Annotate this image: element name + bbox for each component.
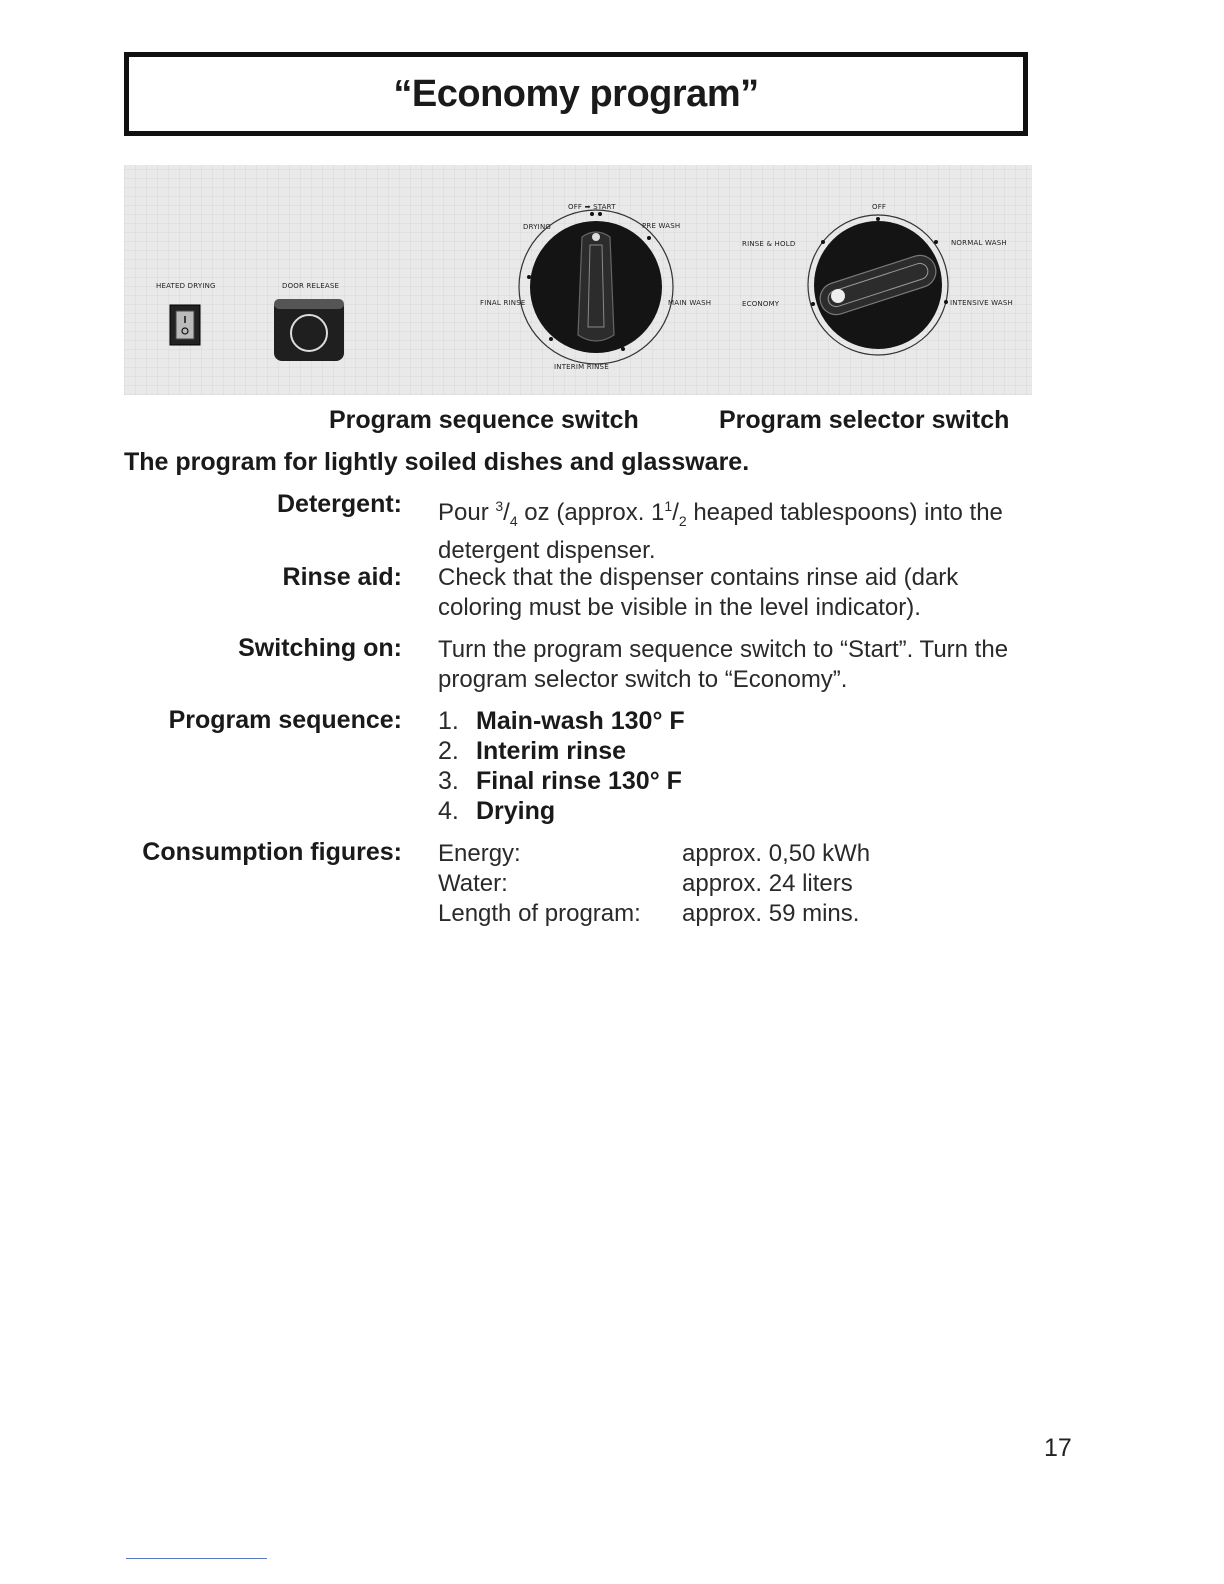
- heated-drying-label: HEATED DRYING: [156, 282, 216, 290]
- sel-intensive-wash-label: INTENSIVE WASH: [950, 299, 1014, 307]
- seq-final-rinse-label: FINAL RINSE: [480, 299, 526, 307]
- table-row: Length of program: approx. 59 mins.: [438, 900, 860, 927]
- consumption-label: Consumption figures:: [142, 838, 402, 866]
- list-item: 4. Drying: [438, 797, 556, 825]
- program-selector-dial[interactable]: [808, 215, 948, 355]
- table-row: Energy: approx. 0,50 kWh: [438, 840, 871, 867]
- caption-selector-switch: Program selector switch: [719, 406, 1010, 434]
- detergent-post: heaped tablespoons) into the detergent dispenser.: [438, 499, 1003, 564]
- sel-off-label: OFF: [872, 203, 887, 211]
- switching-on-text: Turn the program sequence switch to “Start”. Turn the program selector switch to “Economy”.: [438, 636, 1009, 693]
- footer-rule: [126, 1558, 267, 1559]
- detergent-mid: oz (approx. 1: [517, 499, 665, 526]
- control-panel-drawing: [124, 165, 1032, 395]
- caption-sequence-switch: Program sequence switch: [329, 406, 639, 434]
- rinse-aid-text: Check that the dispenser contains rinse aid (dark coloring must be visible in the level indicator).: [438, 564, 959, 621]
- sel-normal-wash-label: NORMAL WASH: [951, 239, 1007, 247]
- door-release-button[interactable]: [274, 299, 344, 361]
- table-row: Water: approx. 24 liters: [438, 870, 853, 897]
- page-number: 17: [1044, 1434, 1072, 1462]
- consumption-table: [438, 839, 870, 929]
- switching-on-label: Switching on:: [238, 634, 402, 662]
- detergent-pre: Pour: [438, 499, 496, 526]
- list-item: 2. Interim rinse: [438, 737, 627, 765]
- seq-drying-label: DRYING: [523, 223, 552, 231]
- sel-rinse-hold-label: RINSE & HOLD: [742, 240, 796, 248]
- frac1-numerator: 3: [495, 498, 504, 514]
- program-sequence-list: [438, 706, 685, 826]
- door-release-label: DOOR RELEASE: [282, 282, 340, 290]
- intro-text: The program for lightly soiled dishes and glassware.: [124, 448, 750, 476]
- list-item: 3. Final rinse 130° F: [438, 767, 682, 795]
- frac2-denominator: 2: [678, 512, 687, 529]
- detergent-label: Detergent:: [276, 490, 402, 518]
- program-sequence-label: Program sequence:: [168, 706, 402, 734]
- program-sequence-dial[interactable]: [519, 210, 673, 364]
- seq-pre-wash-label: PRE WASH: [642, 222, 681, 230]
- control-panel-illustration: [124, 165, 1032, 395]
- rinse-aid-label: Rinse aid:: [282, 563, 402, 591]
- seq-interim-rinse-label: INTERIM RINSE: [554, 363, 609, 371]
- list-item: 1. Main-wash 130° F: [438, 707, 685, 735]
- page-title: “Economy program”: [393, 72, 759, 115]
- detergent-text: Pour $^3/_4$ oz (approx. $1^1/_2$ heaped tablespoons) into the detergent dispenser.: [438, 498, 1003, 564]
- sel-economy-label: ECONOMY: [742, 300, 780, 308]
- heated-drying-switch[interactable]: [170, 305, 200, 345]
- title-box: [124, 52, 1028, 136]
- seq-main-wash-label: MAIN WASH: [668, 299, 712, 307]
- frac1-denominator: 4: [509, 512, 518, 529]
- frac2-numerator: 1: [664, 498, 673, 514]
- seq-off-start-label: OFF ➡ START: [568, 203, 616, 211]
